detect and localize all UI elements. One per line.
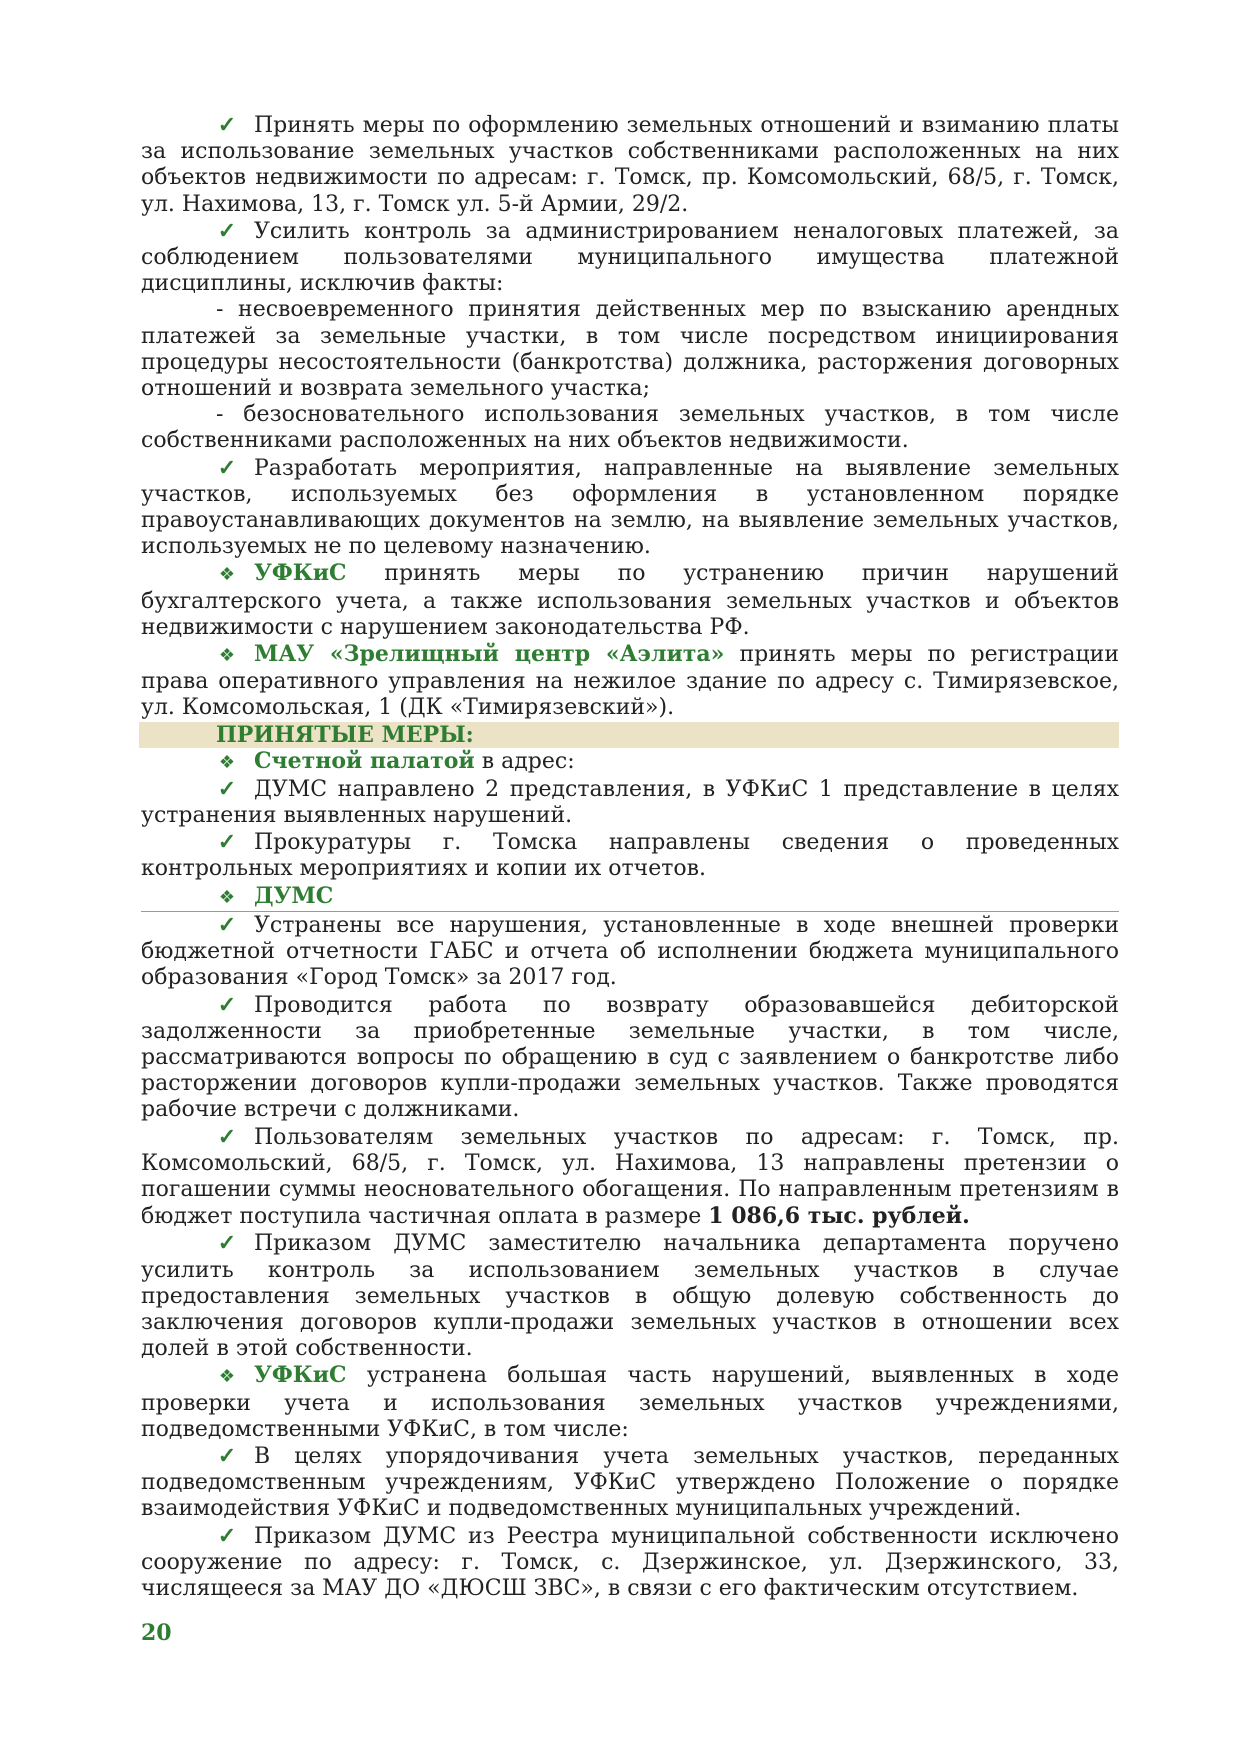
- paragraph: ✓ Проводится работа по возврату образовавшейся дебиторской задолженности за приобретенные земельные участки, в том числе, рассматриваются вопросы по обращению в суд с заявлением о банкротстве либо расторжении договоров купли-продажи земельных участков. Также проводятся рабочие встречи с должниками.: [141, 991, 1119, 1123]
- paragraph: ❖ ДУМС: [141, 883, 1119, 912]
- paragraph: ✓ Прокуратуры г. Томска направлены сведения о проведенных контрольных мероприятиях и копии их отчетов.: [141, 829, 1119, 882]
- diamond-bullet-icon: ❖: [218, 645, 236, 667]
- paragraph: ❖ Счетной палатой в адрес:: [141, 748, 1119, 776]
- check-icon: ✓: [217, 991, 237, 1018]
- page-number: 20: [141, 1620, 172, 1646]
- document-body: [141, 112, 1119, 1602]
- diamond-bullet-icon: ❖: [218, 751, 236, 773]
- check-icon: ✓: [217, 1230, 237, 1257]
- check-icon: ✓: [217, 1123, 237, 1150]
- section-header: ПРИНЯТЫЕ МЕРЫ:: [139, 722, 1119, 748]
- check-icon: ✓: [217, 1522, 237, 1549]
- diamond-bullet-icon: ❖: [218, 564, 236, 586]
- paragraph: ✓ Принять меры по оформлению земельных отношений и взиманию платы за использование земельных участков собственниками расположенных на них объектов недвижимости по адресам: г. Томск, пр. Комсомольский, 68/5, г. Томск, ул. Нахимова, 13, г. Томск ул. 5-й Армии, 29/2.: [141, 112, 1119, 217]
- check-icon: ✓: [217, 911, 237, 938]
- paragraph: ✓ ДУМС направлено 2 представления, в УФКиС 1 представление в целях устранения выявленных нарушений.: [141, 775, 1119, 829]
- diamond-bullet-icon: ❖: [218, 1366, 236, 1388]
- diamond-bullet-icon: ❖: [218, 886, 236, 908]
- paragraph: ✓ Устранены все нарушения, установленные в ходе внешней проверки бюджетной отчетности ГАБС и отчета об исполнении бюджета муниципального образования «Город Томск» за 2017 год.: [141, 911, 1119, 991]
- paragraph: - несвоевременного принятия действенных мер по взысканию арендных платежей за земельные участки, в том числе посредством инициирования процедуры несостоятельности (банкротства) должника, расторжения договорных отношений и возврата земельного участка;: [141, 297, 1119, 402]
- paragraph: ❖ МАУ «Зрелищный центр «Аэлита» принять меры по регистрации права оперативного управления на нежилое здание по адресу с. Тимирязевское, ул. Комсомольская, 1 (ДК «Тимирязевский»).: [141, 641, 1119, 721]
- check-icon: ✓: [217, 829, 237, 856]
- paragraph: ✓ Разработать мероприятия, направленные на выявление земельных участков, используемых без оформления в установленном порядке правоустанавливающих документов на землю, на выявление земельных участков, используемых не по целевому назначению.: [141, 454, 1119, 560]
- check-icon: ✓: [217, 112, 237, 138]
- paragraph: ✓ В целях упорядочивания учета земельных участков, переданных подведомственным учреждениям, УФКиС утверждено Положение о порядке взаимодействия УФКиС и подведомственных муниципальных учреждений.: [141, 1442, 1119, 1522]
- paragraph: - безосновательного использования земельных участков, в том числе собственниками расположенных на них объектов недвижимости.: [141, 402, 1119, 454]
- paragraph: ✓ Усилить контроль за администрированием неналоговых платежей, за соблюдением пользователями муниципального имущества платежной дисциплины, исключив факты:: [141, 217, 1119, 297]
- paragraph: ✓ Приказом ДУМС заместителю начальника департамента поручено усилить контроль за использованием земельных участков в случае предоставления земельных участков в общую долевую собственность до заключения договоров купли-продажи земельных участков в отношении всех долей в этой собственности.: [141, 1230, 1119, 1362]
- paragraph: ✓ Пользователям земельных участков по адресам: г. Томск, пр. Комсомольский, 68/5, г. Томск, ул. Нахимова, 13 направлены претензии о погашении суммы неосновательного обогащения. По направленным претензиям в бюджет поступила частичная оплата в размере 1 086,6 тыс. рублей.: [141, 1123, 1119, 1230]
- check-icon: ✓: [217, 775, 237, 802]
- paragraph: ❖ УФКиС принять меры по устранению причин нарушений бухгалтерского учета, а также использования земельных участков и объектов недвижимости с нарушением законодательства РФ.: [141, 560, 1119, 640]
- paragraph: ❖ УФКиС устранена большая часть нарушений, выявленных в ходе проверки учета и использования земельных участков учреждениями, подведомственными УФКиС, в том числе:: [141, 1362, 1119, 1442]
- check-icon: ✓: [217, 454, 237, 481]
- check-icon: ✓: [217, 217, 237, 244]
- check-icon: ✓: [217, 1442, 237, 1469]
- paragraph: ✓ Приказом ДУМС из Реестра муниципальной собственности исключено сооружение по адресу: г. Томск, с. Дзержинское, ул. Дзержинского, 33, числящееся за МАУ ДО «ДЮСШ ЗВС», в связи с его фактическим отсутствием.: [141, 1522, 1119, 1601]
